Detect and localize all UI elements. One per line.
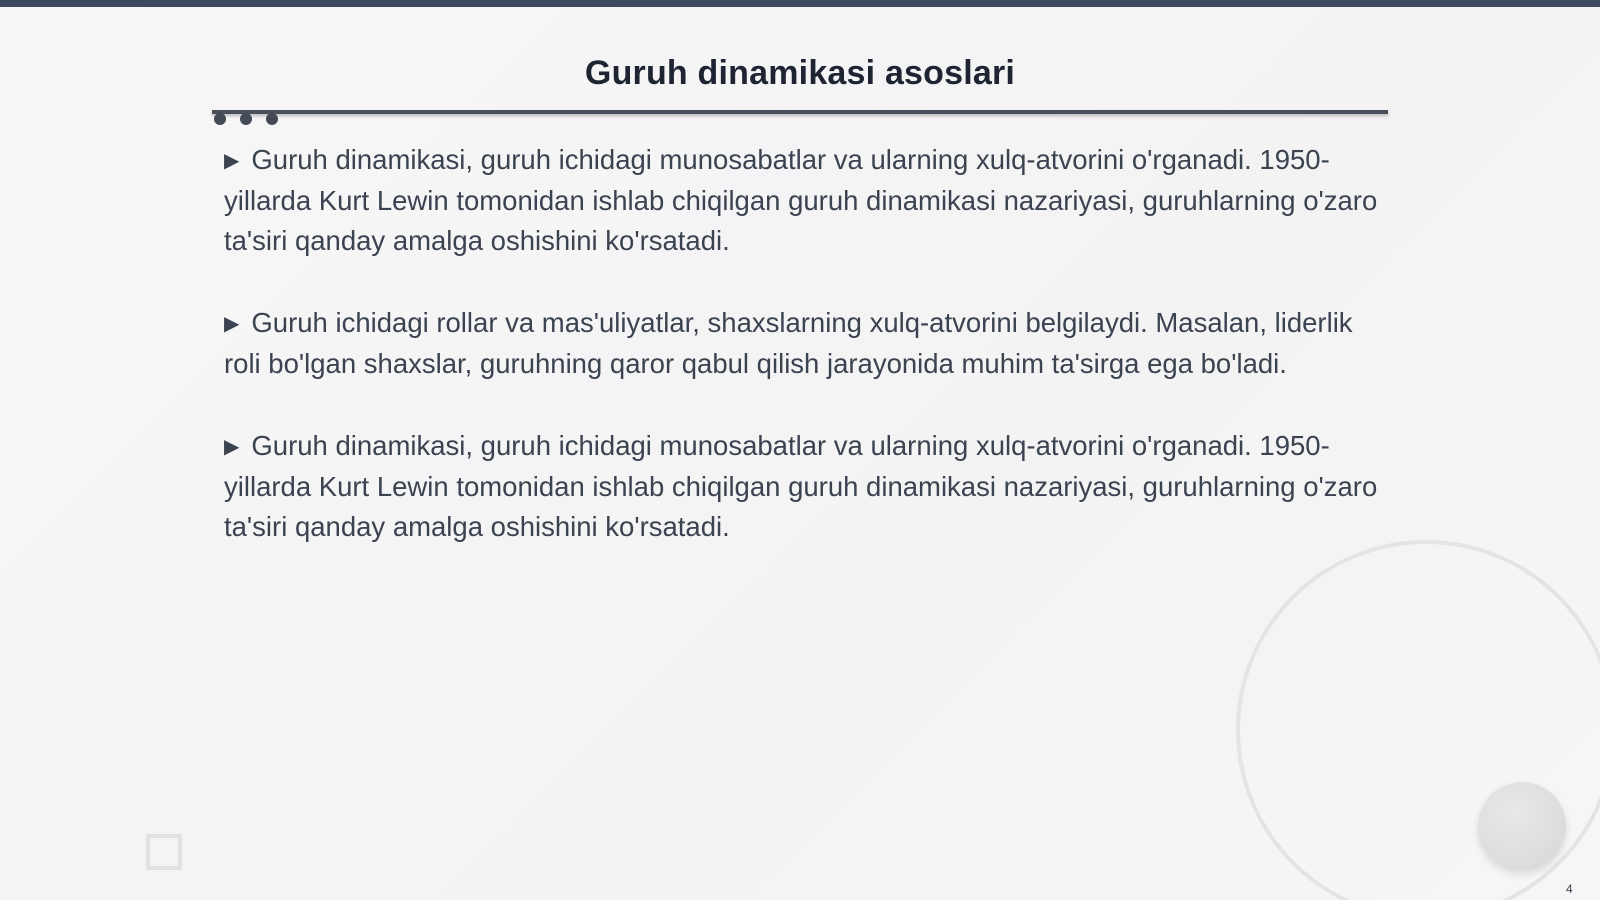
bullet-paragraph: [224, 303, 1384, 384]
paragraph-text: Guruh ichidagi rollar va mas'uliyatlar, shaxslarning xulq-atvorini belgilaydi. Masalan, liderlik roli bo'lgan shaxslar, guruhning qaror qabul qilish jarayonida muhim ta'sirga ega bo'ladi.: [224, 307, 1353, 379]
decorative-dot: [266, 113, 278, 125]
page-number: 4: [1566, 882, 1573, 896]
slide-title: Guruh dinamikasi asoslari: [584, 54, 1016, 92]
triangle-bullet-icon: ▶: [224, 150, 240, 172]
bullet-paragraph: [224, 426, 1384, 547]
triangle-bullet-icon: ▶: [224, 436, 240, 458]
decorative-circle: [1478, 782, 1566, 870]
title-underline: [212, 110, 1388, 114]
decorative-square: [146, 834, 182, 870]
bullet-paragraph: [224, 140, 1384, 261]
decorative-dot: [240, 113, 252, 125]
top-accent-bar: [0, 0, 1600, 7]
bullet-list: [224, 140, 1384, 589]
paragraph-text: Guruh dinamikasi, guruh ichidagi munosabatlar va ularning xulq-atvorini o'rganadi. 1950-yillarda Kurt Lewin tomonidan ishlab chiqilgan guruh dinamikasi nazariyasi, guruhlarning o'zaro ta'siri qanday amalga oshishini ko'rsatadi.: [224, 144, 1378, 256]
paragraph-text: Guruh dinamikasi, guruh ichidagi munosabatlar va ularning xulq-atvorini o'rganadi. 1950-yillarda Kurt Lewin tomonidan ishlab chiqilgan guruh dinamikasi nazariyasi, guruhlarning o'zaro ta'siri qanday amalga oshishini ko'rsatadi.: [224, 430, 1378, 542]
triangle-bullet-icon: ▶: [224, 313, 240, 335]
decorative-dot: [214, 113, 226, 125]
